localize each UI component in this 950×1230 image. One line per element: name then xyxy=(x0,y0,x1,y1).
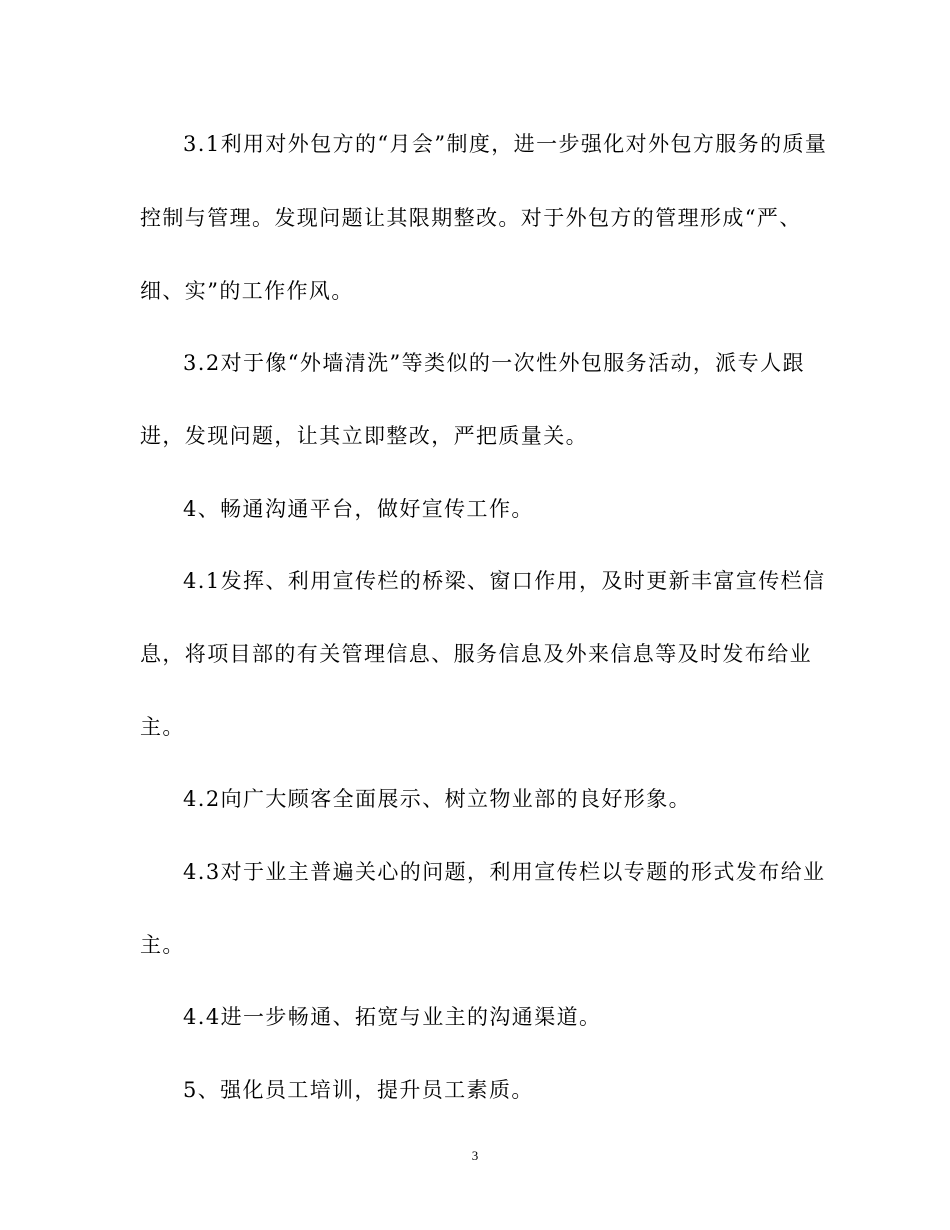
paragraph-line: 3.2对于像“外墙清洗”等类似的一次性外包服务活动，派专人跟 xyxy=(183,351,805,375)
paragraph-line: 4.1发挥、利用宣传栏的桥梁、窗口作用，及时更新丰富宣传栏信 xyxy=(183,569,826,593)
paragraph-line: 4.4进一步畅通、拓宽与业主的沟通渠道。 xyxy=(183,1005,602,1029)
section-heading: 4、畅通沟通平台，做好宣传工作。 xyxy=(183,497,534,521)
paragraph-line: 4.2向广大顾客全面展示、树立物业部的良好形象。 xyxy=(183,787,691,811)
paragraph-line: 细、实”的工作作风。 xyxy=(140,279,354,303)
paragraph-line: 息，将项目部的有关管理信息、服务信息及外来信息等及时发布给业 xyxy=(140,642,812,666)
paragraph-line: 4.3对于业主普遍关心的问题，利用宣传栏以专题的形式发布给业 xyxy=(183,860,826,884)
paragraph-line: 3.1利用对外包方的“月会”制度，进一步强化对外包方服务的质量 xyxy=(183,132,828,156)
page-number: 3 xyxy=(471,1148,479,1163)
paragraph-line: 控制与管理。发现问题让其限期整改。对于外包方的管理形成“严、 xyxy=(140,206,802,230)
section-heading: 5、强化员工培训，提升员工素质。 xyxy=(183,1078,534,1102)
paragraph-line: 主。 xyxy=(140,715,185,739)
paragraph-line: 进，发现问题，让其立即整改，严把质量关。 xyxy=(140,424,588,448)
paragraph-line: 主。 xyxy=(140,933,185,957)
